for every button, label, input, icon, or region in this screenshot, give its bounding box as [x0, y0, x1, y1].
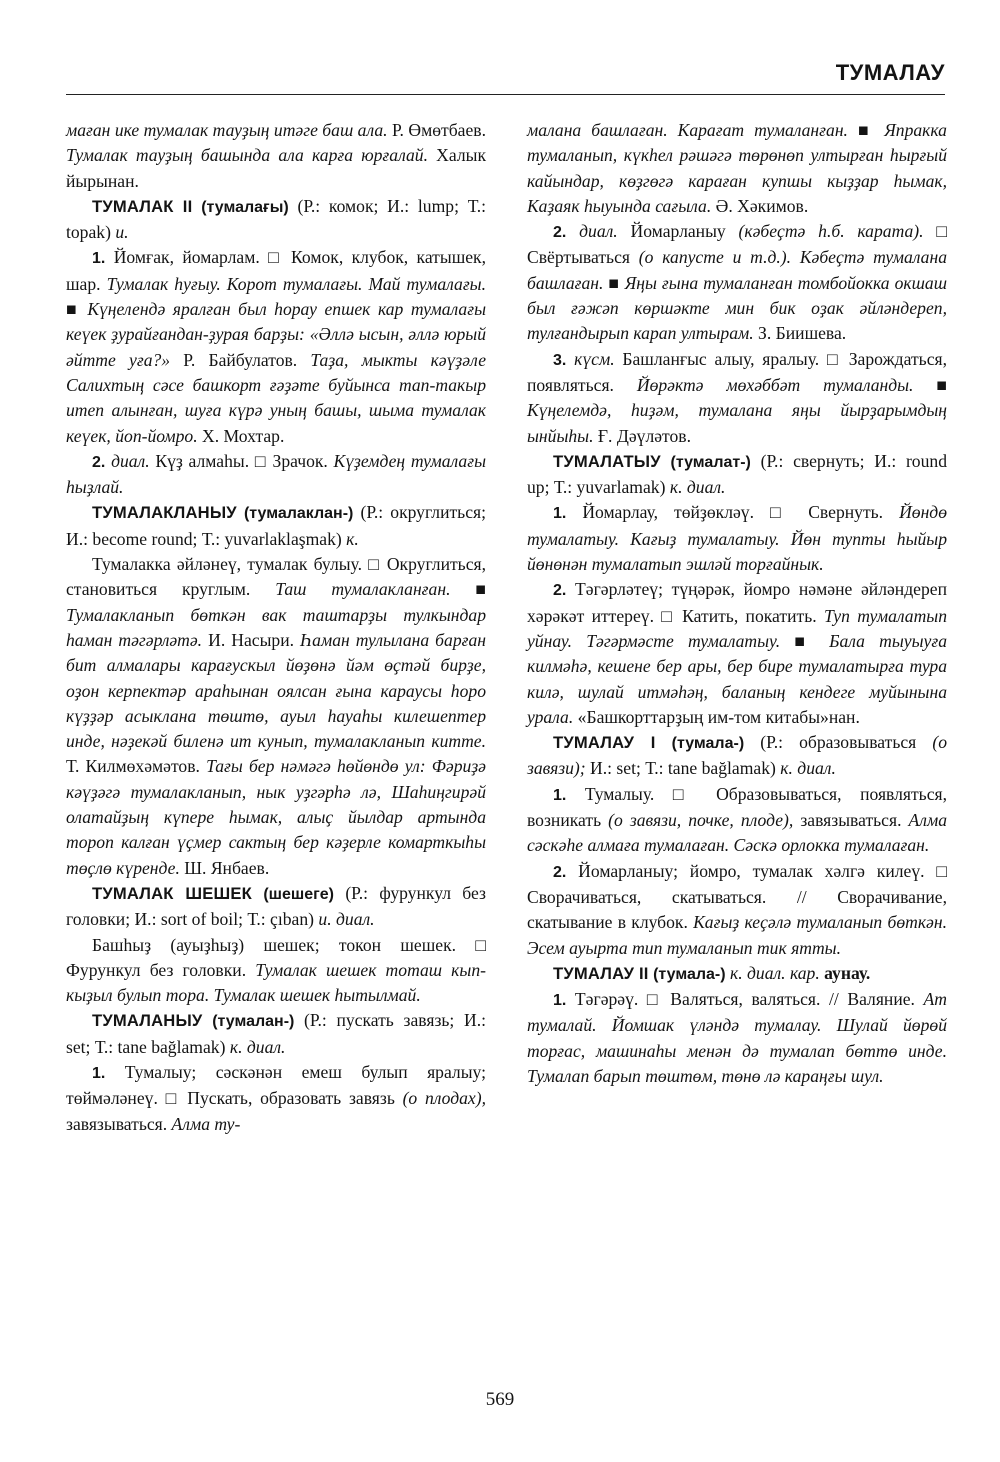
italic-text: Тағы бер нәмәгә һөйөндө ул: Фәриҙә кәүҙәгә тумалакланып, нык уҙгәрһә лә, Шаһиңгирәй олатайҙың күпере һымак, алыҫ йылдар артында тороп калған үҫмер сактың бер кәҙерле комарткыһы төҫлө күренде. [66, 756, 486, 878]
dictionary-paragraph [66, 500, 486, 552]
italic-text: к. диал. кар. [729, 962, 820, 983]
italic-text: (кәбеҫтә һ.б. карата). [738, 221, 924, 242]
italic-text: Тумалакланып бөткән вак таштарҙы тулкындар һаман тәгәрләтә. [66, 604, 486, 650]
headword: ТУМАЛАТЫУ [553, 451, 661, 471]
italic-text: Күҙемдең тумалағы һыҙлай. [66, 450, 486, 498]
body-text: Ә. Хәкимов. [711, 195, 809, 216]
italic-text: малана башлаған. Карағат тумаланған. [527, 120, 848, 140]
stem-form: (тумала-) [648, 965, 726, 983]
body-text: Тумалыу. □ Образовываться, появляться, возникать [527, 783, 947, 831]
italic-text: Ат тумалай. Йомшак үләндә тумалау. Шулай йөрөй торғас, машинаһы менән дә тумалап бөттө инде. Тумалап барып төштөм, төнө лә караңғы шул. [527, 989, 947, 1086]
body-text: Йомарлау, төйҙөкләү. □ Свернуть. [566, 502, 900, 523]
dictionary-paragraph [527, 118, 947, 219]
cross-reference: аунау. [824, 962, 871, 983]
body-text: ■ [780, 630, 830, 651]
body-text: И. Насыри. [202, 629, 301, 650]
body-text: Йомарланыу [617, 221, 739, 242]
body-text: ■ [450, 579, 486, 600]
right-column [527, 118, 947, 1089]
stem-form: (тумалағы) [192, 198, 289, 216]
italic-text: Яңы ғына тумаланған томбойокка окшаш был ғәжәп көршәкте мин бик оҙак әйләндереп, тулғандырып карап ултырам. [527, 272, 947, 344]
italic-text: Бала тыуыуға килмәһә, кешене бер ары, бер бире тумалатырға тура килә, шулай итмәһәң, баланың кендеге муйынына урала. [527, 630, 947, 727]
dictionary-paragraph [66, 933, 486, 1009]
body-text: «Башкорттарҙың им-том китабы»нан. [573, 706, 860, 727]
italic-text: Һаман тулылана барған бит алмалары карағускыл йөҙөнә йәм өҫтәй бирҙе, оҙон керпектәр араһынан оялсан ғына караусы һоро күҙҙәр асыклана төштө, ауыл һауаһы килешептер инде, нәҙекәй биленә ит кунып, тумалакланып китте. [66, 629, 487, 752]
body-text: Тәгәрәү. □ Валяться, валяться. // Валяние. [566, 989, 924, 1010]
body-text: Йомғак, йомарлам. □ Комок, клубок, катышек, шар. [66, 247, 486, 294]
body-text: ■ [66, 299, 88, 320]
sense-number: 2. [553, 863, 567, 881]
stem-form: (тумала-) [655, 735, 745, 753]
dictionary-paragraph [66, 1008, 486, 1060]
italic-text: диал. [111, 450, 150, 471]
sense-number: 3. [553, 351, 567, 369]
italic-text: (о капусте и т.д.). Кәбеҫтә тумалана башлаған. [527, 247, 947, 293]
body-text: ■ [603, 272, 625, 293]
body-text: (Р.: пускать завязь; И.: set; Т.: tane bağlamak) [66, 1010, 486, 1057]
sense-number: 1. [553, 992, 567, 1010]
italic-text: и. [115, 222, 129, 243]
stem-form: (тумалан-) [202, 1013, 295, 1031]
italic-text: Йөндө тумалатыу. Кағыҙ тумалатыу. Йөн тупты һыйыр йөнөнән тумалатып эшләй торғайнык. [527, 502, 947, 575]
dictionary-paragraph [527, 987, 947, 1089]
italic-text: Таҙа, мыкты кәүҙәле Салихтың сәсе башкорт ғәҙәте буйынса тап-такыр итеп алынған, шуға күрә уның башы, шыма тумалак кеүек, йоп-йомро. [66, 349, 486, 446]
dictionary-paragraph [66, 118, 486, 194]
italic-text: диал. [579, 221, 618, 242]
italic-text: Туп тумалатып уйнау. Тәгәрмәсте тумалатыу. [527, 605, 947, 651]
headword: ТУМАЛАУ II [553, 963, 649, 983]
italic-text: Тумалак тауҙың башында ала карға юрғалай. [66, 145, 428, 166]
stem-form: (тумалаклан-) [236, 505, 354, 523]
dictionary-paragraph [527, 782, 947, 859]
body-text: (Р.: свернуть; И.: round up; Т.: yuvarlamak) [527, 450, 947, 498]
dictionary-paragraph [527, 347, 947, 449]
headword: ТУМАЛАНЫУ [92, 1011, 203, 1031]
stem-form: (тумалат-) [660, 453, 751, 471]
body-text: Т. Килмөхәмәтов. [66, 756, 207, 777]
body-text: Тәгәрләтеү; түңәрәк, йомро нәмәне әйләндереп хәрәкәт иттереү. □ Катить, покатить. [527, 579, 947, 626]
running-header [66, 52, 945, 95]
italic-text: и. диал. [318, 909, 375, 930]
body-text: И.: set; Т.: tane bağlamak) [585, 758, 781, 779]
italic-text: к. диал. [229, 1036, 286, 1057]
body-text: (Р.: округлиться; И.: become round; Т.: yuvarlaklaşmak) [66, 502, 486, 549]
italic-text: (о плодах), [402, 1088, 486, 1109]
page-number: 569 [485, 1389, 515, 1410]
body-text: ■ [913, 374, 948, 395]
headword: ТУМАЛАК II [92, 196, 193, 216]
body-text: Ш. Янбаев. [179, 857, 270, 878]
italic-text: к. диал. [780, 758, 836, 779]
dictionary-paragraph [527, 859, 947, 961]
dictionary-paragraph [66, 881, 486, 933]
headword: ТУМАЛАК ШЕШЕК [92, 883, 252, 903]
left-column [66, 118, 486, 1137]
sense-number: 2. [553, 582, 567, 600]
body-text [566, 349, 574, 369]
body-text: ■ [847, 120, 885, 140]
italic-text: (о завязи, почке, плоде), [608, 810, 794, 831]
dictionary-paragraph [527, 961, 947, 987]
sense-number: 1. [553, 505, 567, 523]
body-text: Халык йырынан. [66, 145, 486, 191]
body-text: Башланғыс алыу, яралыу. □ Зарождаться, появляться. [527, 348, 947, 395]
running-headword: ТУМАЛАУ [835, 60, 945, 85]
body-text: завязываться. [66, 1113, 172, 1134]
italic-text: маған ике тумалак тауҙың итәге баш ала. [66, 120, 388, 140]
sense-number: 1. [92, 1064, 106, 1082]
italic-text: (о завязи); [527, 732, 947, 779]
stem-form: (шешеге) [251, 885, 335, 903]
italic-text: Алма сәскәһе алмаға тумалаған. Сәскә орлокка тумалаған. [527, 810, 947, 856]
body-text: Күҙ алмаһы. □ Зрачок. [149, 450, 334, 471]
italic-text: Алма ту- [171, 1113, 241, 1134]
dictionary-paragraph [66, 245, 486, 448]
body-text [566, 221, 579, 241]
italic-text: Тумалак һуғыу. Корот тумалағы. Май тумалағы. [106, 273, 486, 294]
headword: ТУМАЛАКЛАНЫУ [92, 503, 237, 523]
italic-text: к. диал. [669, 477, 726, 498]
dictionary-paragraph [527, 500, 947, 577]
dictionary-paragraph [66, 194, 486, 246]
sense-number: 1. [553, 786, 567, 804]
italic-text: Күңелемдә, һиҙәм, тумалана яңы йырҙарымдың ынйыһы. [527, 400, 947, 446]
dictionary-paragraph [66, 552, 486, 881]
italic-text: Күңелендә яралған был һорау епшек кар тумалағы кеүек ҙурайғандан-ҙурая барҙы: «Әллә ысын, әллә юрый әйтте уға?» [66, 299, 487, 370]
sense-number: 2. [553, 224, 567, 242]
body-text: (Р.: комок; И.: lump; Т.: topak) [66, 195, 486, 243]
italic-text: Тумалак шешек тоташ кып-кыҙыл булып тора. Тумалак шешек һытылмай. [66, 959, 486, 1006]
dictionary-paragraph [527, 219, 947, 346]
body-text: Тумалакка әйләнеү, тумалак булыу. □ Округлиться, становиться круглым. [66, 554, 486, 600]
headword: ТУМАЛАУ I [553, 733, 656, 753]
italic-text: к. [346, 528, 359, 549]
dictionary-paragraph [527, 730, 947, 782]
sense-number: 2. [92, 453, 106, 471]
body-text: Р. Байбулатов. [170, 349, 311, 370]
body-text: Тумалыу; сәскәнән емеш булып яралыу; төймәләнеү. □ Пускать, образовать завязь [66, 1061, 486, 1109]
body-text: Х. Мохтар. [197, 425, 285, 446]
body-text: завязываться. [793, 810, 909, 831]
dictionary-paragraph [66, 1060, 486, 1137]
body-text: (Р.: образовываться [744, 732, 933, 753]
italic-text: Япракка тумаланып, күкһел рәшәгә төрөнөп ултырған һырғый кайындар, көҙгөгә караған купшы кыҙҙар һымак, Каҙаяк һыуында сағыла. [527, 120, 947, 216]
body-text: Р. Өмөтбаев. [387, 120, 486, 140]
body-text: Башһыҙ (ауыҙһыҙ) шешек; токон шешек. □ Фурункул без головки. [66, 934, 486, 980]
dictionary-paragraph [527, 449, 947, 501]
body-text: З. Биишева. [753, 323, 847, 344]
italic-text: Йөрәктә мөхәббәт тумаланды. [636, 374, 914, 395]
sense-number: 1. [92, 250, 106, 268]
italic-text: Кағыҙ кеҫәлә тумаланып бөткән. Эсем ауырта тип тумаланып тик ятты. [527, 912, 947, 958]
body-text: □ Свёртываться [527, 221, 947, 268]
italic-text: Таш тумалакланған. [275, 579, 451, 600]
body-text: Йомарланыу; йомро, тумалак хәлгә килеү. □ Сворачиваться, скатываться. // Сворачивание, скатывание в клубок. [527, 860, 947, 933]
dictionary-paragraph [66, 449, 486, 501]
italic-text: күсм. [574, 348, 615, 369]
body-text: Ғ. Дәүләтов. [593, 425, 691, 446]
dictionary-paragraph [527, 577, 947, 730]
body-text: (Р.: фурункул без головки; И.: sort of boil; Т.: çıban) [66, 882, 486, 930]
